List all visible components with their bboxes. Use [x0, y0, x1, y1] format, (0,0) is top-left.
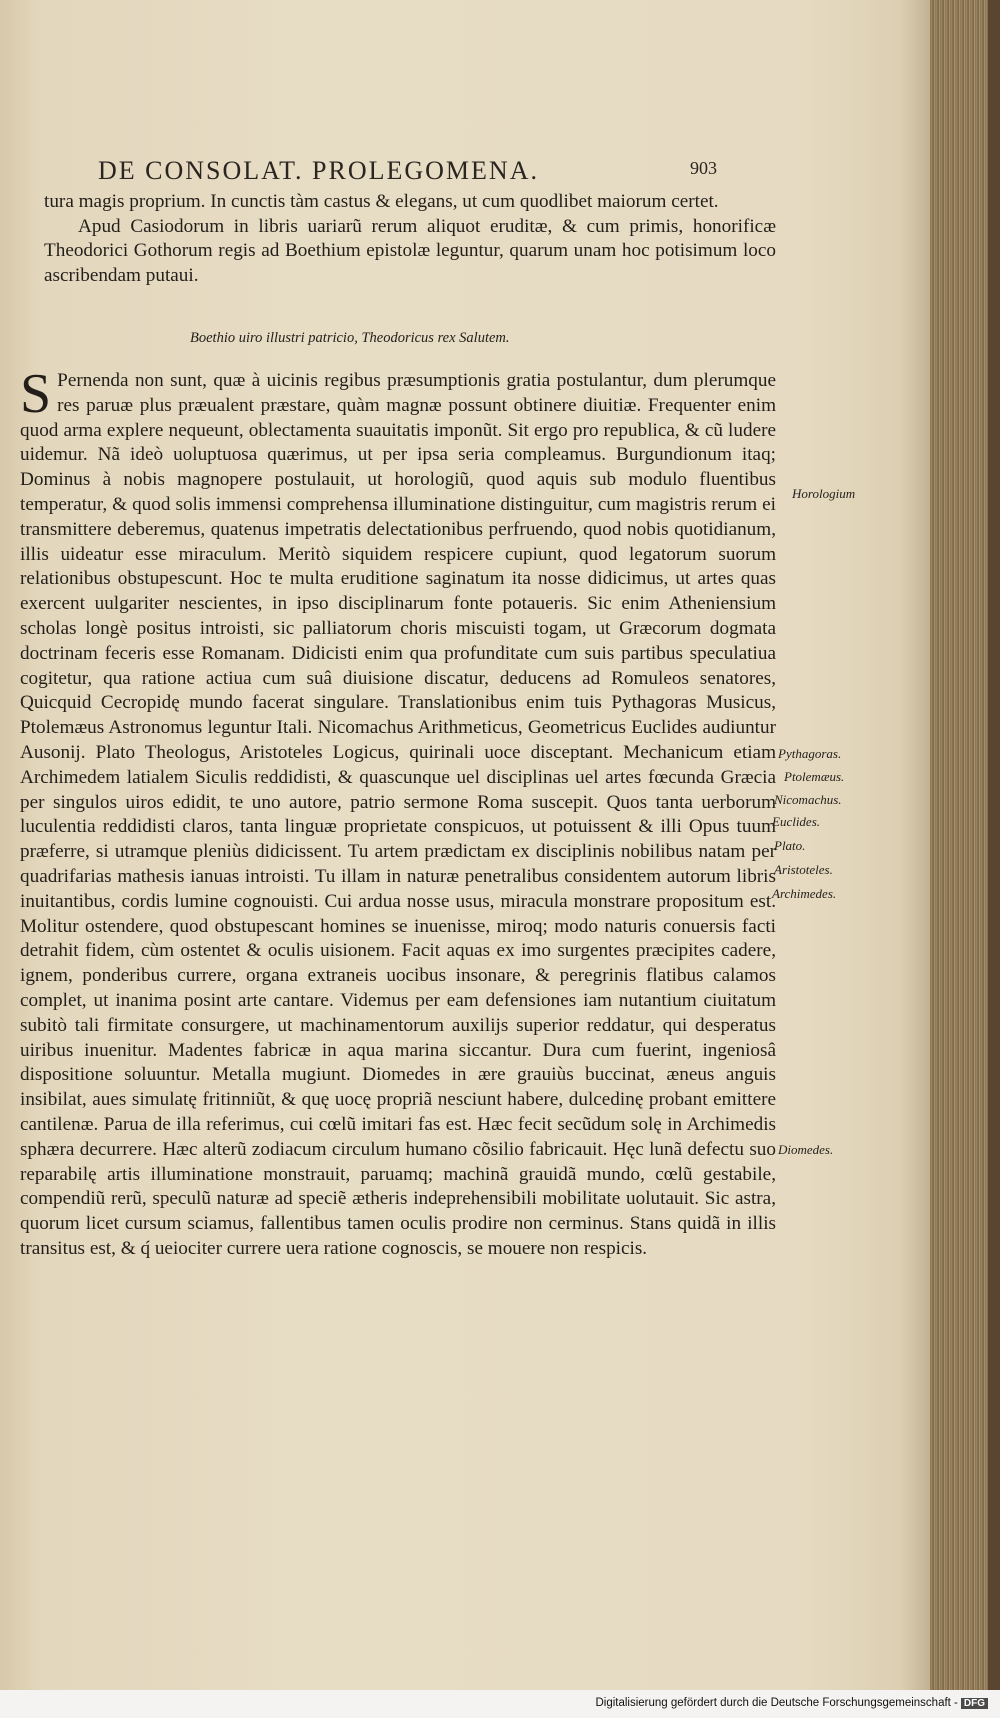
intro-text	[44, 190, 776, 288]
letter-body: Pernenda non sunt, quæ à uicinis regibus præsumptionis gratia postulantur, dum plerumque res paruæ plus præualent præstare, quàm magnæ possunt obtinere diuitiæ. Frequenter enim quod arma explere nequeunt, oblectamenta suauitatis imponũt. Sit ergo pro republica, & cũ ludere uidemur. Nã ideò uoluptuosa quærimus, ut per ipsa seria compleamus. Burgundionum itaq; Dominus à nobis magnopere postulauit, ut horologiũ, quod aquis sub modulo fluentibus temperatur, & quod solis immensi comprehensa illuminatione distinguitur, cum magistris rerum ei transmittere deberemus, quatenus impetratis delectationibus perfruendo, quod nobis quotidianum, illis uideatur esse miraculum. Meritò siquidem respicere cupiunt, quod legatorum suorum relationibus obstupescunt. Hoc te multa eruditione saginatum ita nosse didicimus, ut artes quas exercent uulgariter nescientes, in ipso disciplinarum fonte potaueris. Sic enim Atheniensium scholas longè positus introisti, sic palliatorum choris miscuisti togam, ut Græcorum dogmata doctrinam feceris esse Romanam. Didicisti enim qua profunditate cum suis partibus speculatiua cogitetur, qua ratione actiua cum suâ diuisione discatur, deducens ad Romuleos senatores, Quicquid Cecropidę mundo facerat singulare. Translationibus enim tuis Pythagoras Musicus, Ptolemæus Astronomus leguntur Itali. Nicomachus Arithmeticus, Geometricus Euclides audiuntur Ausonij. Plato Theologus, Aristoteles Logicus, quirinali uoce disceptant. Mechanicum etiam Archimedem latialem Siculis reddidisti, & quascunque uel disciplinas uel artes fœcunda Græcia per singulos uiros edidit, te uno autore, patrio sermone Roma suscepit. Quos tanta uerborum luculentia reddidisti claros, tanta linguæ proprietate conspicuos, ut potuissent & illi Opus tuum præferre, si utramque pleniùs didicissent. Tu artem prædictam ex disciplinis nobilibus natam per quadrifarias mathesis ianuas introisti. Tu illam in naturæ penetralibus considentem autorum libris inuitantibus, cordis lumine cognouisti. Cui ardua nosse usus, miracula monstrare propositum est. Molitur ostendere, quod obstupescant homines se inuenisse, miroq; modo naturis conuersis facti detrahit fidem, cùm ostentet & oculis uisionem. Facit aquas ex imo surgentes præcipites cadere, ignem, ponderibus currere, organa extraneis uocibus insonare, & peregrinis flatibus calamos complet, ut inanima posint arte cantare. Videmus per eam defensiones iam nutantium ciuitatum subitò tali firmitate consurgere, ut machinamentorum auxilijs superior reddatur, qui desperatus uiribus inuenitur. Madentes fabricæ in aqua marina siccantur. Dura cum fuerint, ingeniosâ dispositione soluuntur. Metalla mugiunt. Diomedes in ære grauiùs buccinat, æneus anguis insibilat, aues simulatę fritinniũt, & quę uocę propriã nesciunt habere, dulcedinę probant emittere cantilenæ. Parua de illa referimus, cui cœlũ imitari fas est. Hæc fecit secũdum solę in Archimedis sphæra decurrere. Hæc alterũ zodiacum circulum humano cõsilio fabricauit. Hęc lunã defectu suo reparabilę artis illuminatione monstrauit, paruamq; machinã grauidã mundo, cœlũ gestabile, compendiũ rerũ, speculũ naturæ ad speciẽ ætheris indeprehensibili mobilitate uolutauit. Sic astra, quorum licet cursum sciamus, fallentibus tamen oculis prodire non cerminus. Stans quidã in illis transitus est, & q́ ueiociter currere uera ratione cognoscis, se mouere non respicis.	[20, 370, 776, 1259]
letter-text	[20, 363, 776, 1262]
margin-note-euclides: Euclides.	[772, 814, 821, 829]
margin-note-horologium: Horologium	[792, 486, 856, 501]
digitization-credit	[595, 1697, 988, 1709]
margin-note-diomedes: Diomedes.	[778, 1142, 834, 1157]
margin-note-aristoteles: Aristoteles.	[774, 862, 833, 877]
margin-note-pythagoras: Pythagoras.	[778, 746, 842, 761]
book-fore-edge	[930, 0, 1000, 1690]
margin-note-ptolemaeus: Ptolemæus.	[784, 769, 845, 784]
drop-cap: S	[20, 363, 52, 425]
margin-note-plato: Plato.	[774, 838, 806, 853]
running-title: DE CONSOLAT. PROLEGOMENA.	[98, 156, 539, 185]
folio-number: 903	[690, 158, 717, 178]
intro-paragraph-1: tura magis proprium. In cunctis tàm castus & elegans, ut cum quodlibet maiorum certet.	[44, 191, 719, 212]
margin-note-nicomachus: Nicomachus.	[774, 792, 842, 807]
credit-text: Digitalisierung gefördert durch die Deutsche Forschungsgemeinschaft -	[595, 1697, 958, 1709]
intro-paragraph-2: Apud Casiodorum in libris uariarũ rerum aliquot eruditæ, & cum primis, honorificæ Theodorici Gothorum regis ad Boethium epistolæ leguntur, quarum unam hoc potisimum loco ascribendam putaui.	[44, 215, 776, 286]
dfg-logo: DFG	[961, 1698, 988, 1709]
letter-title: Boethio uiro illustri patricio, Theodoricus rex Salutem.	[190, 330, 510, 346]
margin-note-archimedes: Archimedes.	[772, 886, 837, 901]
